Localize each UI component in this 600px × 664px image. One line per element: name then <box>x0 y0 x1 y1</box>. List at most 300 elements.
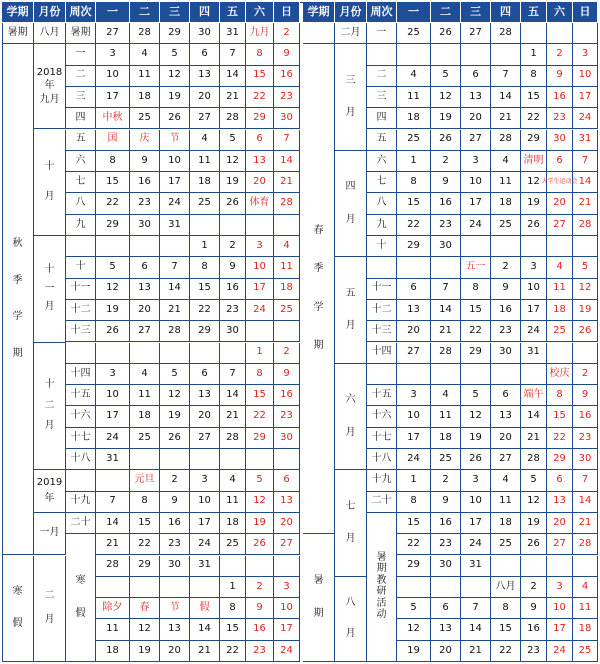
day-cell-left: 13 <box>274 492 300 513</box>
day-cell-right: 9 <box>573 385 598 406</box>
label-part: 寒 <box>12 585 23 597</box>
day-cell-left <box>246 321 274 342</box>
day-cell-right: 13 <box>431 619 461 640</box>
day-cell-right: 27 <box>461 130 491 151</box>
day-cell-right: 21 <box>461 641 491 662</box>
day-cell-left: 5 <box>220 130 246 151</box>
label-part: 活 <box>376 597 387 609</box>
label-part: 2019 <box>36 476 63 488</box>
month-2019-year <box>34 470 66 513</box>
week-cell-left: 十七 <box>66 428 96 449</box>
day-cell-right: 23 <box>521 641 547 662</box>
day-cell-right: 26 <box>431 23 461 44</box>
header-left-4: 二 <box>130 2 160 23</box>
day-cell-left <box>274 321 300 342</box>
day-cell-left: 13 <box>190 385 220 406</box>
day-cell-right: 7 <box>461 598 491 619</box>
day-cell-left: 24 <box>96 428 130 449</box>
day-cell-left: 8 <box>96 151 130 172</box>
day-cell-left: 庆 <box>130 130 160 151</box>
day-cell-left: 14 <box>220 66 246 87</box>
day-cell-left: 12 <box>96 279 130 300</box>
week-cell-right: 二 <box>367 66 397 87</box>
day-cell-left: 9 <box>220 257 246 278</box>
day-cell-right: 4 <box>431 385 461 406</box>
day-cell-right <box>461 577 491 598</box>
day-cell-left <box>130 236 160 257</box>
day-cell-left: 6 <box>274 470 300 491</box>
day-cell-left: 2 <box>160 470 190 491</box>
day-cell-right: 7 <box>573 151 598 172</box>
day-cell-right: 24 <box>461 215 491 236</box>
day-cell-left: 12 <box>220 151 246 172</box>
day-cell-left: 18 <box>274 279 300 300</box>
day-cell-left: 19 <box>96 300 130 321</box>
day-cell-left: 14 <box>190 619 220 640</box>
day-cell-right: 2 <box>431 470 461 491</box>
day-cell-right <box>431 44 461 65</box>
day-cell-left: 27 <box>190 428 220 449</box>
summer-activity <box>367 513 397 662</box>
day-cell-right: 31 <box>461 556 491 577</box>
week-cell-right: 十 <box>367 236 397 257</box>
month-jul <box>335 470 367 577</box>
day-cell-right: 25 <box>431 449 461 470</box>
day-cell-left: 8 <box>246 364 274 385</box>
header-left-2: 周次 <box>66 2 96 23</box>
day-cell-right: 18 <box>397 108 431 129</box>
day-cell-right: 11 <box>547 279 573 300</box>
day-cell-left: 10 <box>96 66 130 87</box>
day-cell-left: 体育 <box>246 193 274 214</box>
day-cell-right <box>397 577 431 598</box>
day-cell-right: 12 <box>573 279 598 300</box>
day-cell-right <box>573 236 598 257</box>
day-cell-right: 6 <box>547 151 573 172</box>
header-left-9: 日 <box>274 2 300 23</box>
day-cell-left: 19 <box>246 513 274 534</box>
day-cell-right: 8 <box>521 66 547 87</box>
label-part: 季 <box>313 263 324 275</box>
day-cell-right: 19 <box>397 641 431 662</box>
week-cell-right: 十五 <box>367 385 397 406</box>
label-part: 学 <box>313 301 324 313</box>
day-cell-left: 31 <box>160 215 190 236</box>
day-cell-left: 16 <box>274 385 300 406</box>
day-cell-left <box>130 449 160 470</box>
day-cell-right: 24 <box>521 321 547 342</box>
day-cell-left: 19 <box>160 406 190 427</box>
week-cell-left: 六 <box>66 151 96 172</box>
day-cell-right: 8 <box>397 492 431 513</box>
label-part: 期 <box>12 347 23 359</box>
day-cell-left: 28 <box>160 321 190 342</box>
day-cell-right: 15 <box>521 87 547 108</box>
day-cell-right: 17 <box>461 513 491 534</box>
day-cell-right: 30 <box>491 343 521 364</box>
day-cell-right: 5 <box>521 470 547 491</box>
day-cell-left: 2 <box>246 577 274 598</box>
label-part: 月 <box>44 614 55 626</box>
day-cell-right: 27 <box>547 534 573 555</box>
day-cell-right: 31 <box>573 130 598 151</box>
day-cell-right: 27 <box>397 343 431 364</box>
day-cell-left: 18 <box>220 513 246 534</box>
day-cell-right: 8 <box>397 172 431 193</box>
day-cell-right: 校庆 <box>547 364 573 385</box>
week-cell-right: 四 <box>367 108 397 129</box>
day-cell-right: 11 <box>397 87 431 108</box>
day-cell-right: 3 <box>461 470 491 491</box>
header-left-6: 四 <box>190 2 220 23</box>
day-cell-right: 清明 <box>521 151 547 172</box>
day-cell-left: 24 <box>246 300 274 321</box>
day-cell-left: 26 <box>160 108 190 129</box>
day-cell-right: 6 <box>547 470 573 491</box>
month-jun <box>335 364 367 471</box>
day-cell-left: 11 <box>220 492 246 513</box>
week-cell-right <box>367 257 397 278</box>
day-cell-left: 5 <box>160 44 190 65</box>
day-cell-left: 22 <box>246 87 274 108</box>
day-cell-right: 1 <box>397 151 431 172</box>
day-cell-left: 7 <box>160 257 190 278</box>
day-cell-left: 13 <box>160 619 190 640</box>
day-cell-left: 31 <box>220 23 246 44</box>
day-cell-left: 10 <box>274 598 300 619</box>
day-cell-right: 4 <box>573 577 598 598</box>
day-cell-left: 9 <box>274 364 300 385</box>
week-cell-left: 七 <box>66 172 96 193</box>
week-cell-right: 十一 <box>367 279 397 300</box>
day-cell-right: 25 <box>397 23 431 44</box>
day-cell-right: 11 <box>431 406 461 427</box>
day-cell-left: 20 <box>246 172 274 193</box>
day-cell-left: 6 <box>246 130 274 151</box>
month-nov <box>34 236 66 343</box>
week-cell-left <box>66 343 96 364</box>
header-right-7: 五 <box>521 2 547 23</box>
day-cell-left: 3 <box>246 236 274 257</box>
day-cell-left: 7 <box>274 130 300 151</box>
day-cell-left: 28 <box>274 193 300 214</box>
term-blank-right <box>303 23 335 44</box>
month-mar <box>335 44 367 151</box>
label-part: 季 <box>12 274 23 286</box>
day-cell-left <box>220 449 246 470</box>
day-cell-left: 18 <box>130 406 160 427</box>
day-cell-right: 23 <box>491 321 521 342</box>
week-cell-left: 九 <box>66 215 96 236</box>
label-part: 动 <box>376 609 387 621</box>
day-cell-left <box>130 577 160 598</box>
label-part: 教 <box>376 574 387 586</box>
label-part: 五 <box>345 287 356 299</box>
day-cell-left: 3 <box>274 577 300 598</box>
day-cell-right: 30 <box>431 236 461 257</box>
week-cell-left: 十五 <box>66 385 96 406</box>
week-cell-right: 七 <box>367 172 397 193</box>
day-cell-right: 2 <box>573 364 598 385</box>
week-cell-right: 十九 <box>367 470 397 491</box>
week-cell-right: 十八 <box>367 449 397 470</box>
day-cell-left <box>96 470 130 491</box>
day-cell-right: 21 <box>521 428 547 449</box>
day-cell-left: 4 <box>130 44 160 65</box>
day-cell-right: 16 <box>573 406 598 427</box>
day-cell-left: 12 <box>130 619 160 640</box>
day-cell-left: 17 <box>96 87 130 108</box>
day-cell-left: 9 <box>160 492 190 513</box>
label-part: 期 <box>313 340 324 352</box>
day-cell-right <box>397 44 431 65</box>
day-cell-left: 8 <box>130 492 160 513</box>
week-cell-left: 十三 <box>66 321 96 342</box>
label-part: 月 <box>44 301 55 312</box>
day-cell-right: 10 <box>547 598 573 619</box>
day-cell-left: 8 <box>220 598 246 619</box>
day-cell-right: 3 <box>397 385 431 406</box>
label-part: 暑 <box>376 551 387 563</box>
day-cell-right: 22 <box>397 534 431 555</box>
day-cell-right: 30 <box>547 130 573 151</box>
school-calendar <box>2 2 598 662</box>
label-part: 月 <box>44 420 55 432</box>
day-cell-left <box>96 343 130 364</box>
day-cell-right <box>397 257 431 278</box>
day-cell-right: 29 <box>397 236 431 257</box>
day-cell-right <box>461 44 491 65</box>
day-cell-right: 3 <box>521 257 547 278</box>
day-cell-left: 10 <box>246 257 274 278</box>
day-cell-right: 20 <box>491 428 521 449</box>
day-cell-right: 18 <box>547 300 573 321</box>
day-cell-right: 8 <box>491 598 521 619</box>
label-part: 月 <box>345 533 356 545</box>
day-cell-right: 23 <box>431 534 461 555</box>
day-cell-right: 16 <box>521 619 547 640</box>
day-cell-right: 17 <box>573 87 598 108</box>
week-cell-left: 十六 <box>66 406 96 427</box>
week-cell-left: 十九 <box>66 492 96 513</box>
label-part: 春 <box>313 224 324 236</box>
day-cell-right: 八月 <box>491 577 521 598</box>
day-cell-left <box>96 577 130 598</box>
label-part: 四 <box>345 181 356 193</box>
day-cell-left <box>274 449 300 470</box>
day-cell-left: 24 <box>190 534 220 555</box>
day-cell-left: 25 <box>130 428 160 449</box>
day-cell-right: 4 <box>491 470 521 491</box>
header-left-0: 学期 <box>2 2 34 23</box>
day-cell-left <box>190 215 220 236</box>
day-cell-right: 13 <box>547 492 573 513</box>
day-cell-right: 12 <box>521 492 547 513</box>
day-cell-right: 24 <box>461 534 491 555</box>
day-cell-left: 12 <box>160 385 190 406</box>
day-cell-left: 21 <box>96 534 130 555</box>
day-cell-right <box>461 236 491 257</box>
day-cell-left: 10 <box>96 385 130 406</box>
day-cell-right: 29 <box>521 130 547 151</box>
day-cell-right <box>521 364 547 385</box>
day-cell-right: 3 <box>461 151 491 172</box>
day-cell-left: 7 <box>96 492 130 513</box>
day-cell-left: 13 <box>190 66 220 87</box>
day-cell-left: 26 <box>96 321 130 342</box>
label-part: 期 <box>376 563 387 575</box>
label-part: 月 <box>345 426 356 438</box>
month-may <box>335 257 367 364</box>
day-cell-left: 30 <box>220 321 246 342</box>
week-cell-left: 十二 <box>66 300 96 321</box>
day-cell-right: 11 <box>491 492 521 513</box>
day-cell-right: 26 <box>521 534 547 555</box>
day-cell-left: 6 <box>190 364 220 385</box>
day-cell-right: 19 <box>521 513 547 534</box>
day-cell-left: 6 <box>130 257 160 278</box>
day-cell-left: 12 <box>246 492 274 513</box>
day-cell-right: 17 <box>521 300 547 321</box>
label-part: 假 <box>12 618 23 630</box>
day-cell-left: 23 <box>246 641 274 662</box>
day-cell-right <box>491 44 521 65</box>
label-part: 六 <box>345 394 356 406</box>
label-part: 月 <box>44 191 55 203</box>
day-cell-left: 29 <box>246 108 274 129</box>
week-1-right: 一 <box>367 23 397 44</box>
day-cell-right: 4 <box>397 66 431 87</box>
day-cell-left: 21 <box>190 641 220 662</box>
label-part: 年 <box>44 493 55 505</box>
day-cell-left: 20 <box>190 87 220 108</box>
day-cell-right: 4 <box>547 257 573 278</box>
day-cell-left: 25 <box>220 534 246 555</box>
day-cell-left <box>160 577 190 598</box>
day-cell-left: 22 <box>246 406 274 427</box>
day-cell-left: 假 <box>190 598 220 619</box>
header-left-7: 五 <box>220 2 246 23</box>
week-cell-right: 十四 <box>367 343 397 364</box>
day-cell-right: 10 <box>461 172 491 193</box>
day-cell-left: 31 <box>190 556 220 577</box>
day-cell-right: 16 <box>491 300 521 321</box>
day-cell-right: 3 <box>547 577 573 598</box>
day-cell-left: 21 <box>220 406 246 427</box>
day-cell-right: 14 <box>431 300 461 321</box>
day-cell-left: 16 <box>246 619 274 640</box>
day-cell-left: 4 <box>190 130 220 151</box>
day-cell-left: 23 <box>130 193 160 214</box>
day-cell-left: 28 <box>220 108 246 129</box>
week-cell-left <box>66 236 96 257</box>
day-cell-right: 8 <box>547 385 573 406</box>
day-cell-right <box>491 364 521 385</box>
month-dec <box>34 343 66 471</box>
day-cell-right: 20 <box>461 108 491 129</box>
day-cell-right: 9 <box>491 279 521 300</box>
day-cell-right: 29 <box>397 556 431 577</box>
label-part: 假 <box>75 607 86 619</box>
day-cell-right: 28 <box>521 449 547 470</box>
label-part: 期 <box>313 607 324 619</box>
week-cell-right: 三 <box>367 87 397 108</box>
label-part: 2018 <box>36 66 63 78</box>
week-cell-right <box>367 44 397 65</box>
month-apr <box>335 151 367 258</box>
day-cell-left <box>190 343 220 364</box>
header-left-3: 一 <box>96 2 130 23</box>
label-part: 二 <box>44 589 55 601</box>
label-part: 八 <box>345 597 356 609</box>
day-cell-right: 27 <box>491 449 521 470</box>
day-cell-right: 10 <box>397 406 431 427</box>
day-cell-right: 24 <box>573 108 598 129</box>
header-right-8: 六 <box>547 2 573 23</box>
day-cell-right: 25 <box>573 641 598 662</box>
day-cell-right <box>521 23 547 44</box>
day-cell-left: 26 <box>220 193 246 214</box>
day-cell-right: 大学生运动会 <box>547 172 573 193</box>
day-cell-right: 6 <box>491 385 521 406</box>
day-cell-left <box>220 215 246 236</box>
header-right-2: 周次 <box>367 2 397 23</box>
day-cell-left: 14 <box>160 279 190 300</box>
header-right-1: 月份 <box>335 2 367 23</box>
day-cell-right: 19 <box>573 300 598 321</box>
day-cell-left <box>246 449 274 470</box>
day-cell-right: 5 <box>573 257 598 278</box>
day-cell-left: 11 <box>130 385 160 406</box>
day-cell-right: 15 <box>397 193 431 214</box>
day-cell-right: 12 <box>397 619 431 640</box>
day-cell-right <box>461 364 491 385</box>
day-cell-right: 21 <box>573 513 598 534</box>
day-cell-right: 28 <box>573 534 598 555</box>
day-cell-right: 1 <box>397 470 431 491</box>
day-cell-right: 9 <box>521 598 547 619</box>
day-cell-right: 10 <box>573 66 598 87</box>
day-cell-right <box>431 577 461 598</box>
day-cell-left: 3 <box>190 470 220 491</box>
day-cell-right: 16 <box>547 87 573 108</box>
label-part: 月 <box>345 213 356 225</box>
day-cell-left: 节 <box>160 598 190 619</box>
day-cell-left: 16 <box>220 279 246 300</box>
day-cell-left: 22 <box>190 300 220 321</box>
week-cell-right: 十七 <box>367 428 397 449</box>
day-cell-right: 5 <box>461 385 491 406</box>
day-cell-left: 17 <box>274 619 300 640</box>
week-cell-left: 十四 <box>66 364 96 385</box>
day-cell-left: 29 <box>160 23 190 44</box>
day-cell-right: 13 <box>461 87 491 108</box>
day-cell-right: 25 <box>491 215 521 236</box>
day-cell-right: 7 <box>491 66 521 87</box>
day-cell-left <box>274 556 300 577</box>
label-part: 月 <box>345 627 356 639</box>
label-part: 寒 <box>75 575 86 587</box>
day-cell-right <box>547 343 573 364</box>
week-winter <box>66 534 96 662</box>
week-cell-right: 五 <box>367 130 397 151</box>
day-cell-right: 22 <box>521 108 547 129</box>
day-cell-left: 30 <box>274 108 300 129</box>
day-cell-left: 5 <box>246 470 274 491</box>
day-cell-right: 13 <box>491 406 521 427</box>
day-cell-left: 27 <box>130 321 160 342</box>
day-cell-right: 22 <box>397 215 431 236</box>
